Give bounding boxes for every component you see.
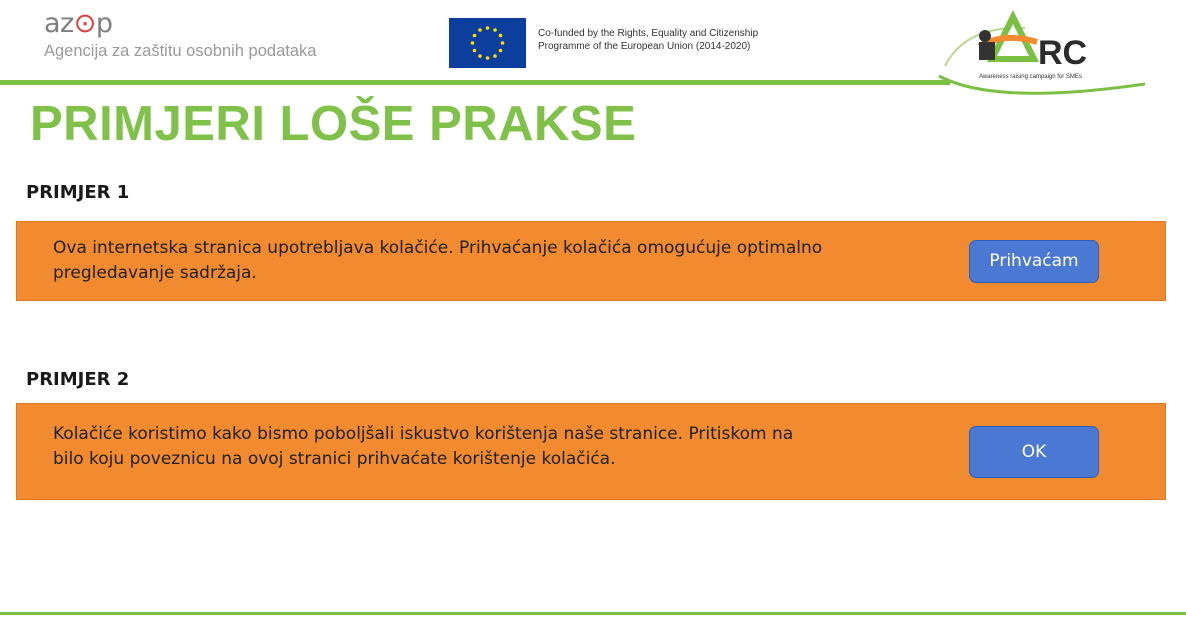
eu-star-icon — [471, 41, 475, 45]
cookie-banner-text — [53, 422, 933, 472]
cookie-banner-text-line: Kolačiće koristimo kako bismo poboljšali iskustvo korištenja naše stranice. Pritiskom na — [53, 424, 794, 444]
svg-text:RC: RC — [1038, 34, 1088, 72]
arc-logo-icon — [935, 6, 1150, 98]
eu-flag-stars — [449, 18, 526, 68]
azop-wordmark: az⊙p — [44, 8, 113, 39]
eu-star-icon — [478, 28, 482, 32]
cookie-banner-text — [53, 236, 933, 286]
header-divider — [0, 80, 950, 85]
accept-cookies-button[interactable]: Prihvaćam — [969, 240, 1099, 283]
eu-star-icon — [473, 34, 477, 38]
eu-star-icon — [486, 26, 490, 30]
azop-logo — [44, 8, 364, 68]
example-2-label: PRIMJER 2 — [26, 369, 130, 390]
eu-star-icon — [499, 49, 503, 53]
eu-star-icon — [478, 54, 482, 58]
eu-star-icon — [501, 41, 505, 45]
eu-star-icon — [493, 28, 497, 32]
footer-divider — [0, 612, 1186, 615]
cofunding-line-2: Programme of the European Union (2014-2020) — [538, 41, 751, 52]
example-1-label: PRIMJER 1 — [26, 182, 130, 203]
eu-star-icon — [493, 54, 497, 58]
eu-flag-icon — [449, 18, 526, 68]
arc-tagline: Awareness raising campaign for SMEs — [979, 74, 1082, 80]
cookie-banner-example-1 — [16, 221, 1166, 301]
azop-logo-icon: ⊙ — [73, 8, 96, 39]
ok-button[interactable]: OK — [969, 426, 1099, 478]
azop-subtitle: Agencija za zaštitu osobnih podataka — [44, 42, 317, 60]
eu-star-icon — [486, 56, 490, 60]
cookie-banner-example-2 — [16, 403, 1166, 500]
eu-star-icon — [499, 34, 503, 38]
cookie-banner-text-line: Ova internetska stranica upotrebljava kolačiće. Prihvaćanje kolačića omogućuje optimalno — [53, 238, 823, 258]
eu-star-icon — [473, 49, 477, 53]
cofunding-statement — [538, 27, 788, 53]
cookie-banner-text-line: pregledavanje sadržaja. — [53, 263, 257, 283]
cofunding-line-1: Co-funded by the Rights, Equality and Citizenship — [538, 28, 759, 39]
page-title: PRIMJERI LOŠE PRAKSE — [30, 97, 637, 151]
cookie-banner-text-line: bilo koju poveznicu na ovoj stranici prihvaćate korištenje kolačića. — [53, 449, 616, 469]
